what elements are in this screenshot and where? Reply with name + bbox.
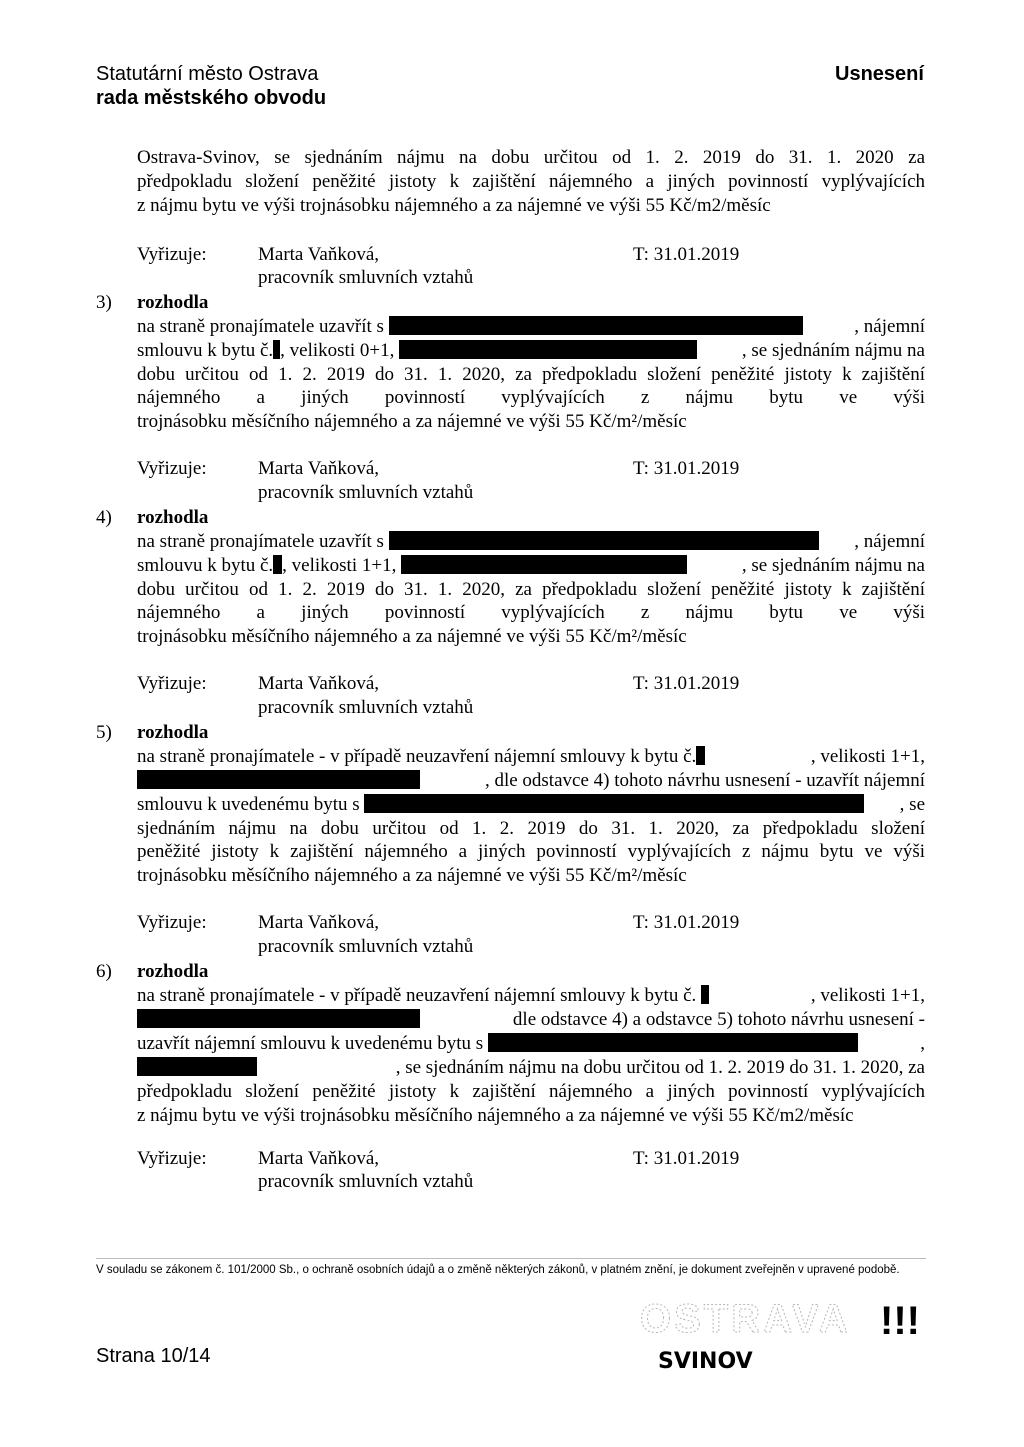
item-number: 3) bbox=[96, 292, 112, 313]
item5-line-6: trojnásobku měsíčního nájemného a za nájemné ve výši 55 Kč/m²/měsíc bbox=[137, 865, 687, 886]
redaction-block bbox=[273, 555, 282, 574]
item6-line-5: předpokladu složení peněžité jistoty k zajištění nájemného a jiných povinností vyplývajících bbox=[137, 1081, 925, 1102]
logo-wordmark: OSTRAVA bbox=[640, 1297, 851, 1341]
vyrizuje-label: Vyřizuje: bbox=[137, 244, 207, 265]
redaction-block bbox=[696, 746, 705, 765]
item5-line-4: sjednáním nájmu na dobu určitou od 1. 2. 2019 do 31. 1. 2020, za předpokladu složení bbox=[137, 818, 925, 839]
redaction-block bbox=[488, 1033, 858, 1052]
vyrizuje-role: pracovník smluvních vztahů bbox=[258, 482, 474, 503]
redaction-block bbox=[399, 340, 697, 359]
vyrizuje-label: Vyřizuje: bbox=[137, 458, 207, 479]
item-number: 6) bbox=[96, 961, 112, 982]
redaction-block bbox=[364, 794, 864, 813]
vyrizuje-name: Marta Vaňková, bbox=[258, 458, 380, 479]
vyrizuje-label: Vyřizuje: bbox=[137, 912, 207, 933]
item5-line-2: , dle odstavce 4) tohoto návrhu usnesení - uzavřít nájemní bbox=[137, 769, 925, 793]
item3-line-2: smlouvu k bytu č. , velikosti 0+1, , se sjednáním nájmu na bbox=[137, 340, 925, 361]
intro-line-3: z nájmu bytu ve výši trojnásobku nájemného a za nájemné ve výši 55 Kč/m2/měsíc bbox=[137, 195, 771, 216]
page-number: Strana 10/14 bbox=[96, 1345, 211, 1367]
item3-line-4: nájemného a jiných povinností vyplývajících z nájmu bytu ve výši bbox=[137, 387, 925, 408]
redaction-block bbox=[137, 1057, 257, 1076]
vyrizuje-term: T: 31.01.2019 bbox=[633, 244, 740, 265]
intro-line-2: předpokladu složení peněžité jistoty k zajištění nájemného a jiných povinností vyplývajících bbox=[137, 171, 925, 192]
redaction-block bbox=[137, 770, 420, 789]
logo-subtitle: SVINOV bbox=[658, 1349, 753, 1374]
decision-heading: rozhodla bbox=[137, 292, 209, 313]
vyrizuje-term: T: 31.01.2019 bbox=[633, 1148, 740, 1169]
header-body: rada městského obvodu bbox=[96, 87, 327, 109]
vyrizuje-term: T: 31.01.2019 bbox=[633, 458, 740, 479]
vyrizuje-role: pracovník smluvních vztahů bbox=[258, 697, 474, 718]
decision-heading: rozhodla bbox=[137, 507, 209, 528]
header-org: Statutární město Ostrava bbox=[96, 63, 319, 85]
header-doc-type: Usnesení bbox=[835, 63, 924, 85]
ostrava-svinov-logo bbox=[640, 1296, 930, 1376]
vyrizuje-name: Marta Vaňková, bbox=[258, 912, 380, 933]
item3-line-5: trojnásobku měsíčního nájemného a za nájemné ve výši 55 Kč/m²/měsíc bbox=[137, 411, 687, 432]
item5-line-5: peněžité jistoty k zajištění nájemného a jiných povinností vyplývajících z nájmu bytu ve výši bbox=[137, 841, 925, 862]
redaction-block bbox=[701, 985, 709, 1004]
footer-divider bbox=[96, 1258, 926, 1259]
vyrizuje-term: T: 31.01.2019 bbox=[633, 673, 740, 694]
redaction-block bbox=[389, 531, 819, 550]
item4-line-5: trojnásobku měsíčního nájemného a za nájemné ve výši 55 Kč/m²/měsíc bbox=[137, 626, 687, 647]
vyrizuje-term: T: 31.01.2019 bbox=[633, 912, 740, 933]
item6-line-6: z nájmu bytu ve výši trojnásobku měsíčního nájemného a za nájemné ve výši 55 Kč/m2/měsíc bbox=[137, 1105, 854, 1126]
logo-exclamation-marks: !!! bbox=[880, 1299, 920, 1343]
item6-line-2: dle odstavce 4) a odstavce 5) tohoto návrhu usnesení - bbox=[137, 1008, 925, 1032]
intro-line-1: Ostrava-Svinov, se sjednáním nájmu na dobu určitou od 1. 2. 2019 do 31. 1. 2020 za bbox=[137, 147, 925, 168]
item-number: 5) bbox=[96, 722, 112, 743]
redaction-block bbox=[389, 316, 803, 335]
item3-line-3: dobu určitou od 1. 2. 2019 do 31. 1. 2020, za předpokladu složení peněžité jistoty k zajištění bbox=[137, 364, 925, 385]
vyrizuje-name: Marta Vaňková, bbox=[258, 244, 380, 265]
footer-privacy-note: V souladu se zákonem č. 101/2000 Sb., o ochraně osobních údajů a o změně některých zákonů, v platném znění, je dokument zveřejněn v upravené podobě. bbox=[96, 1264, 900, 1276]
item4-line-2: smlouvu k bytu č. , velikosti 1+1, , se sjednáním nájmu na bbox=[137, 555, 925, 576]
vyrizuje-name: Marta Vaňková, bbox=[258, 673, 380, 694]
item6-line-4: , se sjednáním nájmu na dobu určitou od 1. 2. 2019 do 31. 1. 2020, za bbox=[137, 1056, 925, 1080]
decision-heading: rozhodla bbox=[137, 961, 209, 982]
item6-line-3: uzavřít nájemní smlouvu k uvedenému bytu s , bbox=[137, 1033, 925, 1054]
item5-line-3: smlouvu k uvedenému bytu s , se bbox=[137, 794, 925, 815]
item6-line-1: na straně pronajímatele - v případě neuzavření nájemní smlouvy k bytu č. , velikosti 1+1, bbox=[137, 985, 925, 1006]
vyrizuje-role: pracovník smluvních vztahů bbox=[258, 267, 474, 288]
item3-line-1: na straně pronajímatele uzavřít s , nájemní bbox=[137, 316, 925, 337]
vyrizuje-role: pracovník smluvních vztahů bbox=[258, 936, 474, 957]
item-number: 4) bbox=[96, 507, 112, 528]
item4-line-3: dobu určitou od 1. 2. 2019 do 31. 1. 2020, za předpokladu složení peněžité jistoty k zajištění bbox=[137, 579, 925, 600]
redaction-block bbox=[401, 555, 687, 574]
item4-line-4: nájemného a jiných povinností vyplývajících z nájmu bytu ve výši bbox=[137, 602, 925, 623]
vyrizuje-name: Marta Vaňková, bbox=[258, 1148, 380, 1169]
redaction-block bbox=[137, 1009, 420, 1028]
decision-heading: rozhodla bbox=[137, 722, 209, 743]
vyrizuje-label: Vyřizuje: bbox=[137, 1148, 207, 1169]
item4-line-1: na straně pronajímatele uzavřít s , nájemní bbox=[137, 531, 925, 552]
vyrizuje-role: pracovník smluvních vztahů bbox=[258, 1171, 474, 1192]
item5-line-1: na straně pronajímatele - v případě neuzavření nájemní smlouvy k bytu č. , velikosti 1+1, bbox=[137, 746, 925, 767]
vyrizuje-label: Vyřizuje: bbox=[137, 673, 207, 694]
